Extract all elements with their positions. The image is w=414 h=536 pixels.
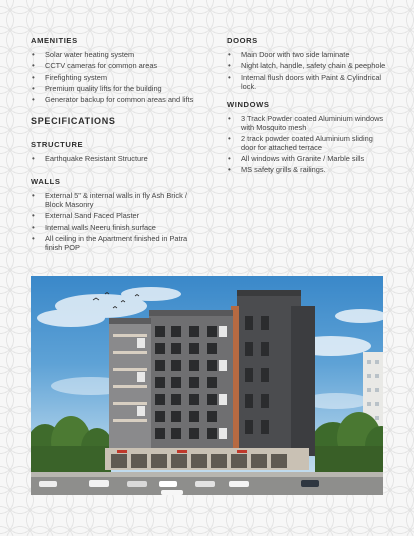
list-item: • Internal walls Neeru finish surface xyxy=(31,223,203,232)
windows-heading: WINDOWS xyxy=(227,99,270,109)
list-item: • Firefighting system xyxy=(31,73,203,82)
list-item: • Main Door with two side laminate xyxy=(227,50,387,59)
building-illustration xyxy=(31,276,383,495)
structure-list xyxy=(31,154,203,163)
list-item: • 2 track powder coated Aluminium sliding door for attached terrace xyxy=(227,134,387,152)
list-item: • Premium quality lifts for the building xyxy=(31,84,203,93)
list-item: • Solar water heating system xyxy=(31,50,203,59)
list-item: • Night latch, handle, safety chain & peephole xyxy=(227,61,387,70)
building-exterior-photo xyxy=(31,276,383,495)
walls-heading: WALLS xyxy=(31,177,61,187)
doors-heading: DOORS xyxy=(227,36,258,45)
structure-heading: STRUCTURE xyxy=(31,140,84,150)
left-column xyxy=(31,36,203,254)
right-column xyxy=(227,36,387,177)
doors-list xyxy=(227,50,387,91)
list-item: • External Sand Faced Plaster xyxy=(31,211,203,220)
specifications-heading: SPECIFICATIONS xyxy=(31,116,116,127)
walls-list xyxy=(31,191,203,252)
list-item: • 3 Track Powder coated Aluminium windows with Mosquito mesh xyxy=(227,114,387,132)
list-item: • External 5" & internal walls in fly Ash Brick / Block Masonry xyxy=(31,191,203,209)
trees-right xyxy=(311,412,383,482)
windows-list xyxy=(227,114,387,175)
list-item: • Generator backup for common areas and lifts xyxy=(31,95,203,104)
list-item: • MS safety grills & railings. xyxy=(227,165,387,174)
list-item: • Earthquake Resistant Structure xyxy=(31,154,203,163)
amenities-list xyxy=(31,50,203,104)
list-item: • CCTV cameras for common areas xyxy=(31,61,203,70)
list-item: • Internal flush doors with Paint & Cylindrical lock. xyxy=(227,73,387,91)
amenities-heading: AMENITIES xyxy=(31,36,78,45)
list-item: • All ceiling in the Apartment finished in Patra finish POP xyxy=(31,234,203,252)
list-item: • All windows with Granite / Marble sills xyxy=(227,154,387,163)
